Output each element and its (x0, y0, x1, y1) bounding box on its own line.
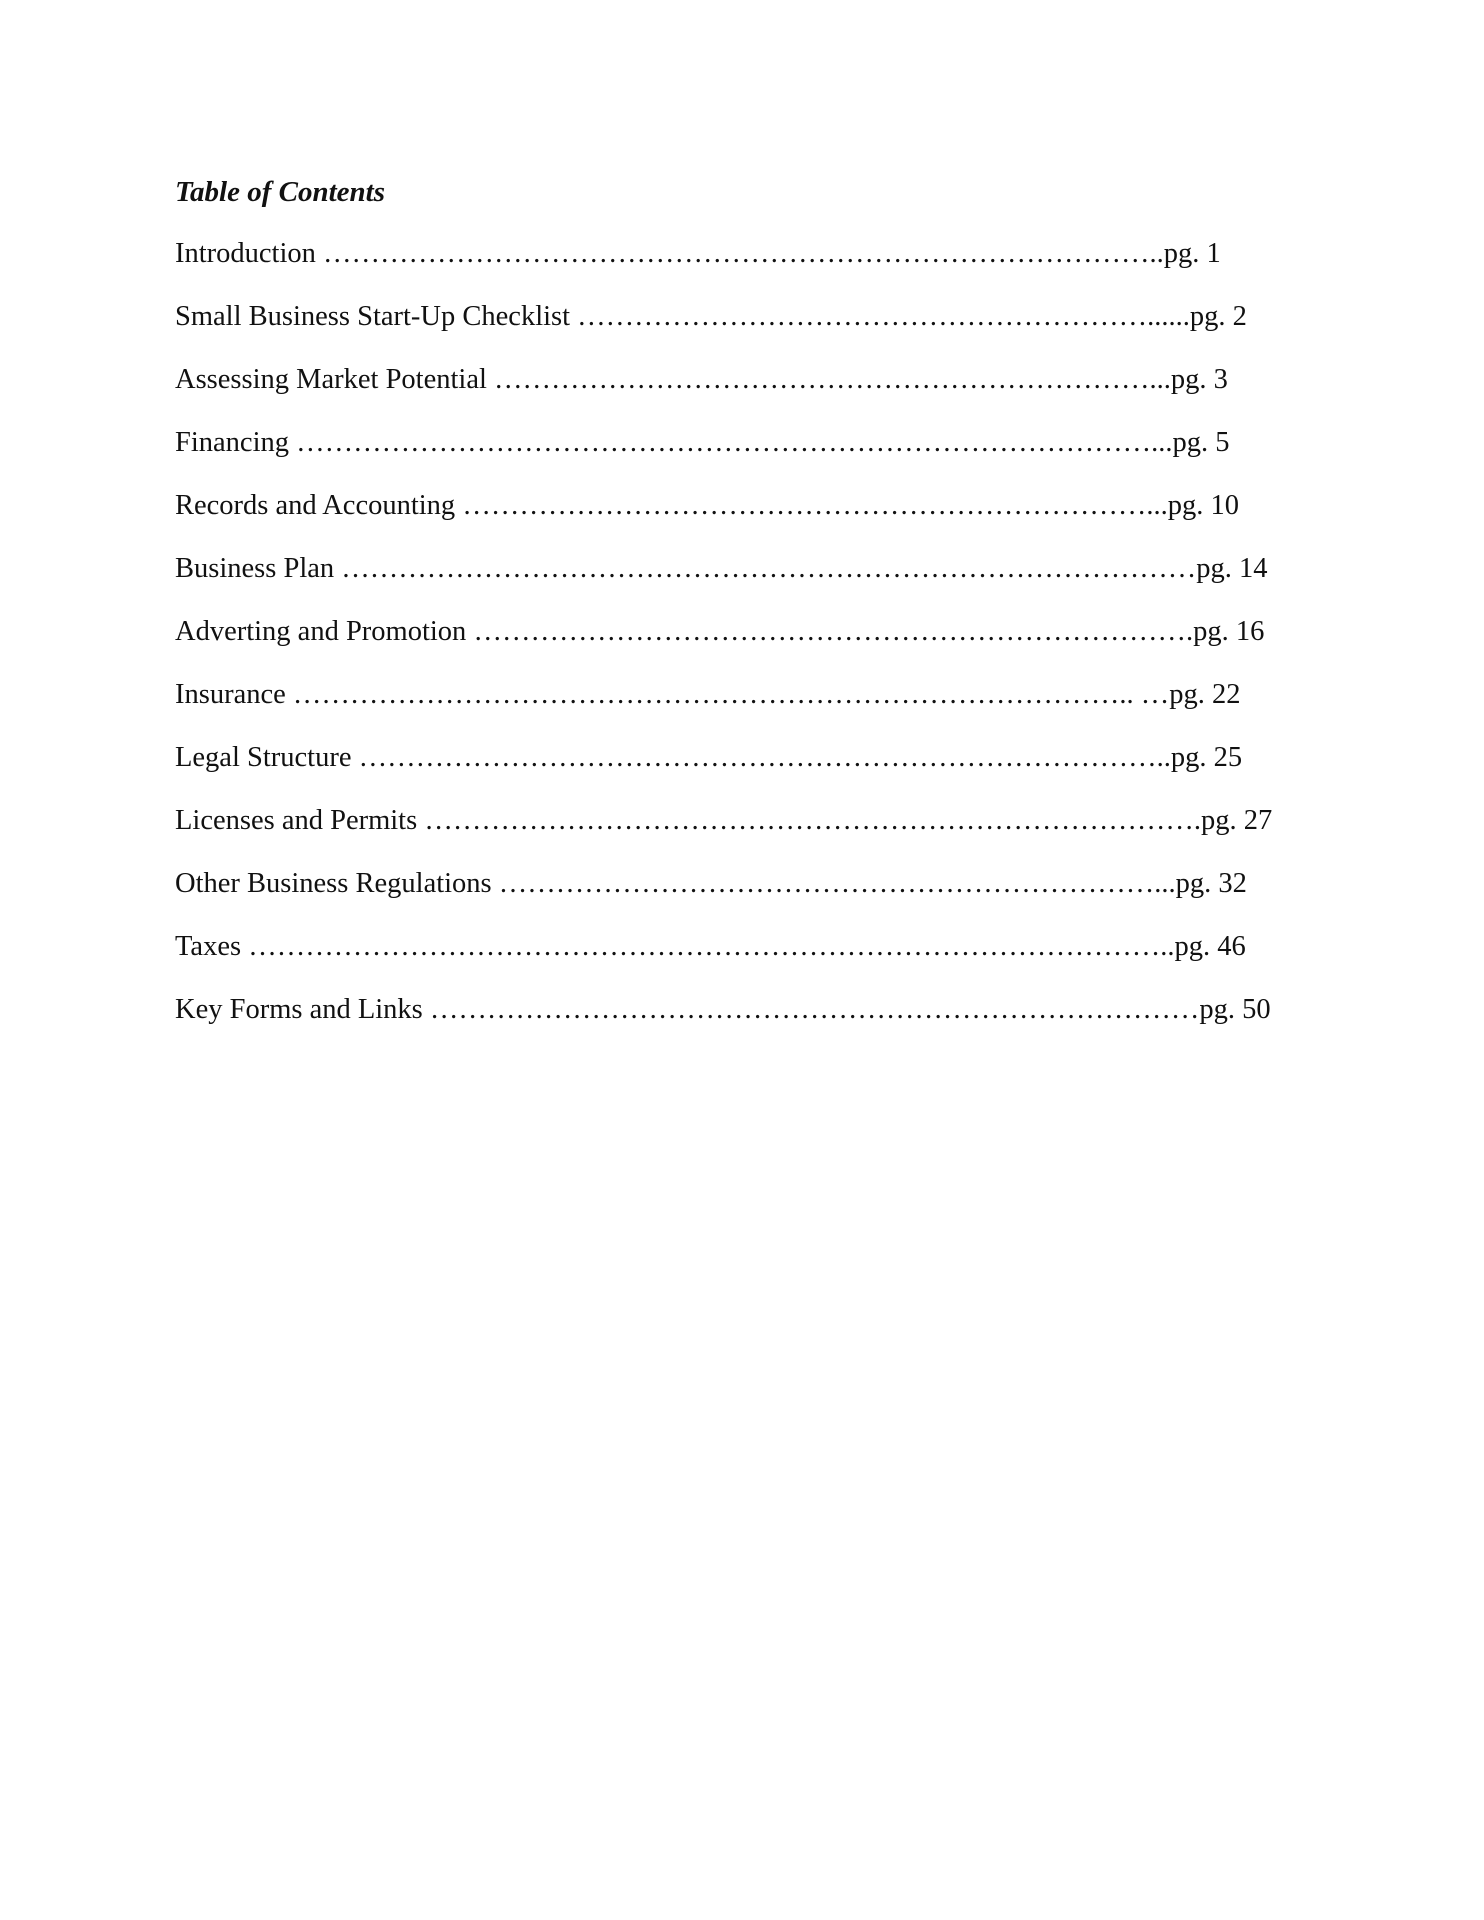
toc-entry-business-plan (175, 549, 1272, 612)
toc-entry-label: Assessing Market Potential (175, 364, 487, 395)
toc-dot-leader: ……………………………………………………………... (486, 364, 1171, 395)
toc-entry-licenses-permits (175, 801, 1272, 864)
toc-entry-introduction (175, 234, 1272, 297)
toc-dot-leader: ……………………………………………………………………………… (334, 553, 1197, 584)
toc-entry-financing (175, 423, 1272, 486)
toc-entry-advertising-promotion (175, 612, 1272, 675)
toc-dot-leader: …………………………………………………………………. (466, 616, 1194, 647)
toc-entry-label: Taxes (175, 931, 242, 962)
toc-dot-leader: ………………………………………………………………………. (417, 805, 1201, 836)
toc-entry-market-potential (175, 360, 1272, 423)
toc-entry-start-up-checklist (175, 297, 1272, 360)
toc-dot-leader: ………………………………………………………………………….. (351, 742, 1171, 773)
toc-dot-leader: ……………………………………………………………………… (422, 994, 1200, 1025)
toc-entry-label: Legal Structure (175, 742, 352, 773)
toc-entry-label: Licenses and Permits (175, 805, 418, 836)
toc-page-number: pg. 1 (1163, 238, 1221, 269)
toc-page-number: pg. 22 (1169, 679, 1241, 710)
toc-entry-key-forms-links (175, 990, 1272, 1053)
toc-entry-label: Key Forms and Links (175, 994, 423, 1025)
toc-dot-leader: ………………………………………………………………... (455, 490, 1168, 521)
toc-dot-leader: ……………………………………………………...... (570, 301, 1190, 332)
toc-page-number: pg. 27 (1200, 805, 1273, 836)
toc-dot-leader: …………………………………………………………………………….. … (285, 679, 1170, 710)
toc-page-number: pg. 46 (1174, 931, 1246, 962)
toc-entry-label: Records and Accounting (175, 490, 456, 521)
toc-entry-label: Small Business Start-Up Checklist (175, 301, 571, 332)
toc-page-number: pg. 5 (1172, 427, 1230, 458)
toc-entry-label: Adverting and Promotion (175, 616, 467, 647)
toc-page-number: pg. 25 (1170, 742, 1243, 773)
toc-page-number: pg. 50 (1199, 994, 1271, 1025)
toc-page-number: pg. 3 (1170, 364, 1228, 395)
toc-page-number: pg. 32 (1175, 868, 1247, 899)
toc-dot-leader: …………………………………………………………………………………….. (241, 931, 1175, 962)
toc-dot-leader: …………………………………………………………………………….. (315, 238, 1164, 269)
toc-entry-legal-structure (175, 738, 1272, 801)
toc-title: Table of Contents (175, 176, 386, 208)
toc-entry-label: Business Plan (175, 553, 335, 584)
toc-entry-label: Introduction (175, 238, 316, 269)
toc-dot-leader: ……………………………………………………………... (491, 868, 1176, 899)
toc-entry-taxes (175, 927, 1272, 990)
toc-entry-insurance (175, 675, 1272, 738)
toc-entry-records-accounting (175, 486, 1272, 549)
toc-page-number: pg. 16 (1193, 616, 1265, 647)
toc-page-number: pg. 14 (1196, 553, 1268, 584)
toc-entry-other-regulations (175, 864, 1272, 927)
toc-entry-label: Insurance (175, 679, 286, 710)
toc-page-number: pg. 2 (1189, 301, 1247, 332)
toc-page-number: pg. 10 (1167, 490, 1239, 521)
toc-list (175, 234, 1272, 1053)
toc-entry-label: Financing (175, 427, 289, 458)
toc-dot-leader: ………………………………………………………………………………... (289, 427, 1173, 458)
toc-entry-label: Other Business Regulations (175, 868, 492, 899)
